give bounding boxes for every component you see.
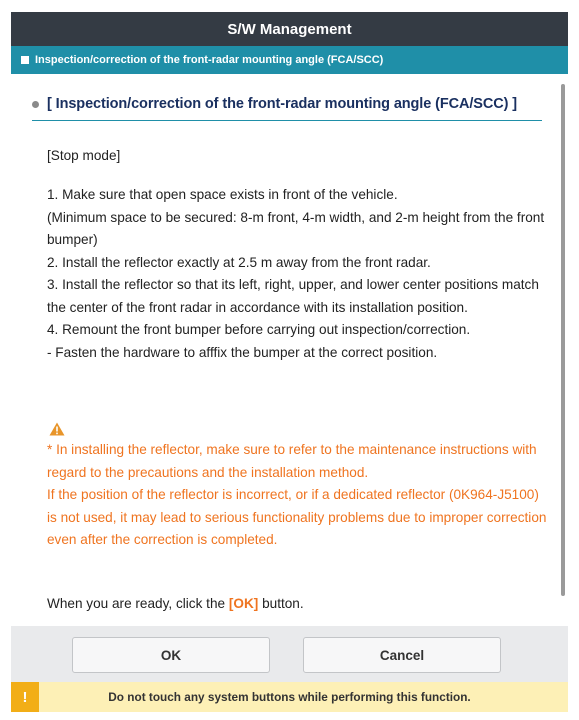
warning-line: If the position of the reflector is incorrect, or if a dedicated reflector (0K964-J5100) is not used, it may lead to serious functionality problems due to improper correction even after the correction is completed.	[47, 487, 547, 547]
instructions-panel	[11, 74, 568, 626]
bullet-dot-icon	[32, 101, 39, 108]
step-line: 3. Install the reflector so that its left, right, upper, and lower center positions match the center of the front radar in accordance with its installation position.	[47, 277, 539, 315]
instruction-steps	[47, 184, 552, 364]
vertical-scrollbar[interactable]	[561, 84, 565, 596]
warning-triangle-icon	[49, 422, 65, 436]
step-line: 2. Install the reflector exactly at 2.5 m away from the front radar.	[47, 254, 431, 270]
cancel-button[interactable]: Cancel	[303, 637, 501, 673]
exclamation-icon: !	[11, 682, 39, 712]
button-bar	[11, 626, 568, 682]
warning-line: * In installing the reflector, make sure to refer to the maintenance instructions with regard to the precautions and the installation method.	[47, 442, 537, 480]
ready-ok-highlight: [OK]	[228, 596, 259, 611]
ready-instruction	[47, 593, 552, 616]
section-heading-text: [ Inspection/correction of the front-radar mounting angle (FCA/SCC) ]	[47, 96, 517, 112]
step-line: 4. Remount the front bumper before carrying out inspection/correction.	[47, 322, 471, 337]
function-subheader-text: Inspection/correction of the front-radar mounting angle (FCA/SCC)	[35, 54, 384, 66]
step-line: 1. Make sure that open space exists in front of the vehicle.	[47, 187, 398, 202]
mode-label: [Stop mode]	[47, 148, 121, 163]
step-line: (Minimum space to be secured: 8-m front, 4-m width, and 2-m height from the front bumper)	[47, 209, 545, 247]
ok-button[interactable]: OK	[72, 637, 270, 673]
function-subheader	[11, 46, 568, 74]
warning-message	[47, 439, 552, 552]
notice-bar	[11, 682, 568, 712]
step-line: - Fasten the hardware to afffix the bumper at the correct position.	[47, 344, 438, 360]
square-bullet-icon	[21, 56, 29, 64]
ready-suffix: button.	[258, 596, 304, 611]
window-title-text: S/W Management	[227, 20, 352, 38]
window-title	[11, 12, 568, 46]
ready-prefix: When you are ready, click the	[47, 596, 229, 611]
section-heading	[32, 96, 542, 121]
notice-text: Do not touch any system buttons while performing this function.	[108, 690, 471, 704]
